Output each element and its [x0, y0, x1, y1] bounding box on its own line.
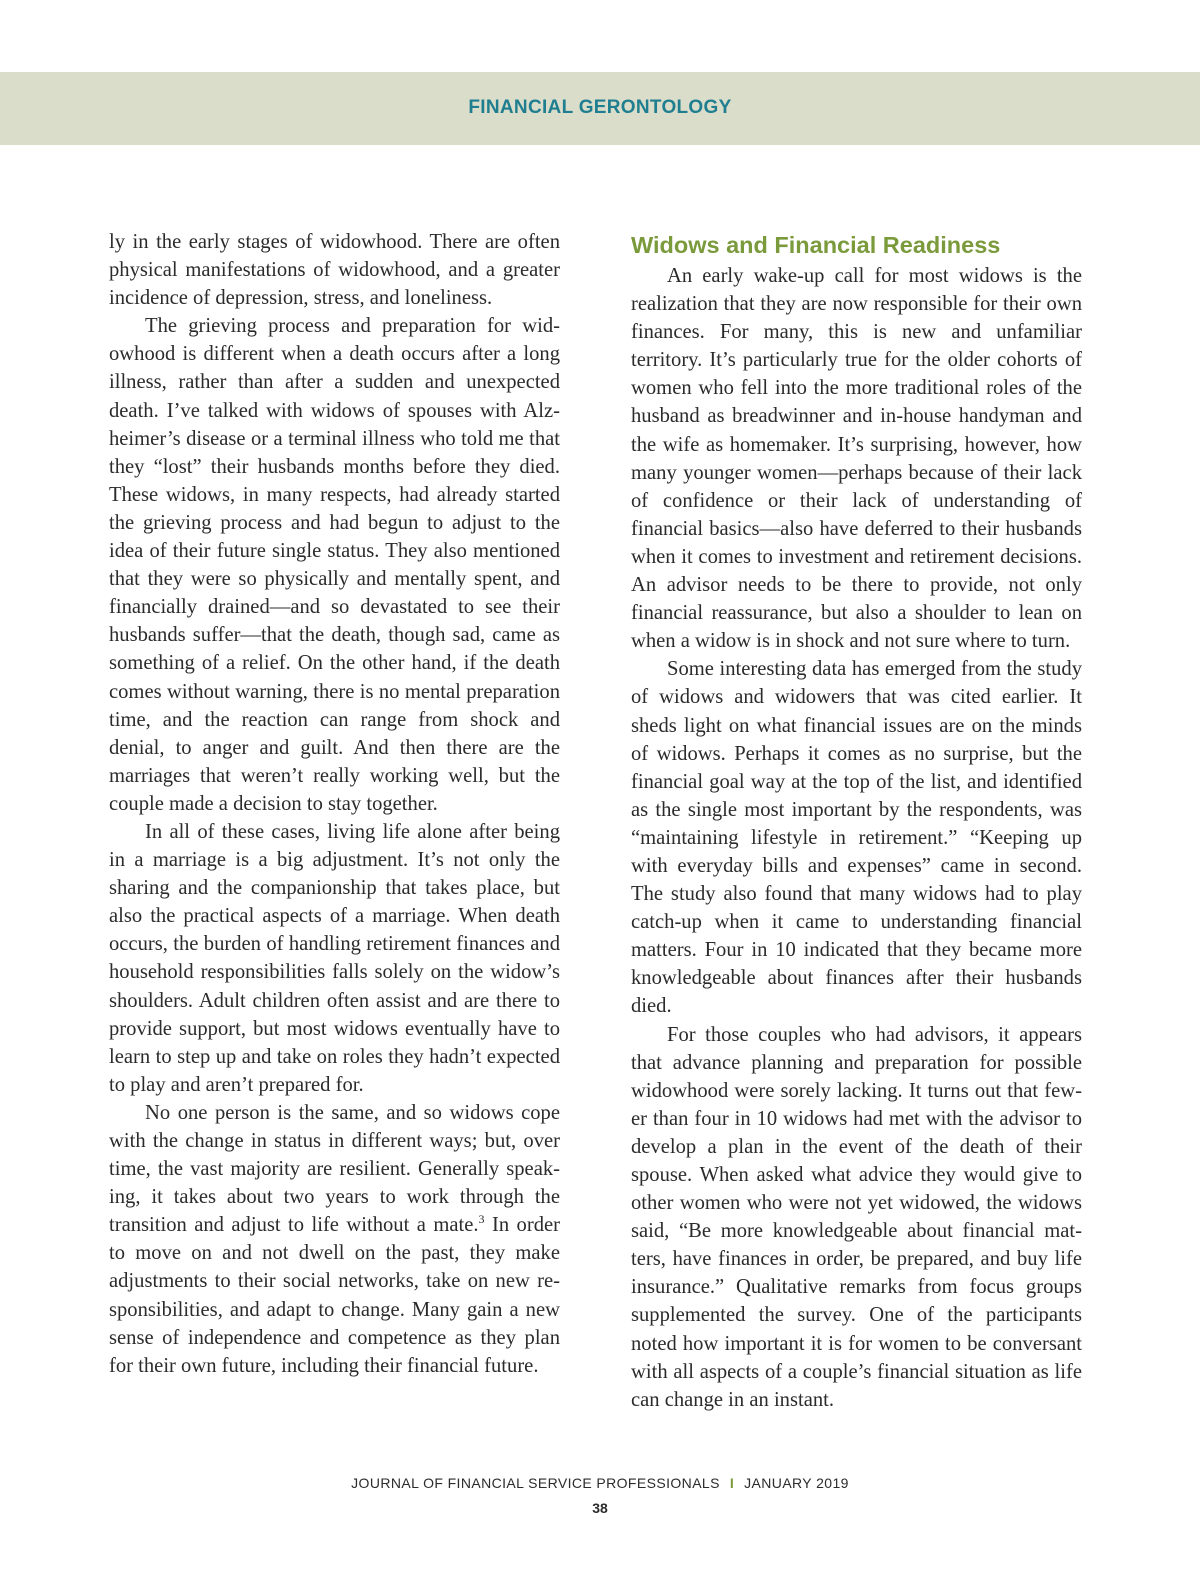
- section-title: FINANCIAL GERONTOLOGY: [468, 97, 732, 118]
- footer-separator: I: [729, 1475, 735, 1491]
- paragraph: ly in the early stages of widowhood. There are often physical manifestations of widowhood, and a greater incidence of depression, stress, and loneliness.: [109, 231, 560, 310]
- paragraph: In all of these cases, living life alone after being in a marriage is a big adjustment. It’s not only the sharing and the companionship that takes place, but also the practical aspects of a marriage. When death occurs, the burden of handling retirement finances and household responsibilities falls solely on the widow’s shoulders. Adult children often assist and are there to provide support, but most widows eventually have to learn to step up and take on roles they hadn’t expected to play and aren’t prepared for.: [109, 820, 560, 1096]
- right-column: [631, 228, 1082, 1414]
- paragraph: For those couples who had advisors, it appears that advance planning and preparation for possible widowhood were sorely lacking. It turns out that fewer than four in 10 widows had met with the advisor to develop a plan in the event of the death of their spouse. When asked what advice they would give to other women who were not yet widowed, the widows said, “Be more knowledgeable about financial matters, have finances in order, be prepared, and buy life insurance.” Qualitative remarks from focus groups supplemented the survey. One of the participants noted how important it is for women to be conversant with all aspects of a couple’s financial situation as life can change in an instant.: [631, 1023, 1082, 1411]
- section-heading: Widows and Financial Readiness: [631, 232, 1001, 258]
- paragraph: [109, 1099, 560, 1380]
- page-number: 38: [592, 1500, 608, 1516]
- paragraph-text: No one person is the same, and so widows cope with the change in status in different ways; but, over time, the vast majority are resilient. Generally speaking, it takes about two years to work through the transition and adjust to life without a mate.: [109, 1101, 560, 1237]
- paragraph: Some interesting data has emerged from the study of widows and widowers that was cited earlier. It sheds light on what financial issues are on the minds of widows. Perhaps it comes as no surprise, but the financial goal way at the top of the list, and identified as the single most important by the respondents, was “maintaining lifestyle in retirement.” “Keeping up with everyday bills and expenses” came in second. The study also found that many widows had to play catch-up when it came to understanding financial matters. Four in 10 indicated that they became more knowledgeable about finances after their husbands died.: [631, 658, 1082, 1018]
- paragraph: The grieving process and preparation for widowhood is different when a death occurs after a long illness, rather than after a sudden and unexpected death. I’ve talked with widows of spouses with Alzheimer’s disease or a terminal illness who told me that they “lost” their husbands months before they died. These widows, in many respects, had already started the grieving process and had begun to adjust to the idea of their future single status. They also mentioned that they were so physically and mentally spent, and financially drained—and so devastated to see their husbands suffer—that the death, though sad, came as something of a relief. On the other hand, if the death comes without warning, there is no mental preparation time, and the reaction can range from shock and denial, to anger and guilt. And then there are the marriages that weren’t really working well, but the couple made a decision to stay together.: [109, 315, 560, 815]
- issue-date: JANUARY 2019: [744, 1475, 849, 1491]
- paragraph: An early wake-up call for most widows is the realization that they are now responsible for their own finances. For many, this is new and unfamiliar territory. It’s particularly true for the older cohorts of women who fell into the more traditional roles of the husband as breadwinner and in-house handyman and the wife as homemaker. It’s surprising, however, how many younger women—perhaps because of their lack of confidence or their lack of understanding of financial basics—also have deferred to their husbands when it comes to investment and retirement decisions. An advisor needs to be there to provide, not only financial reassurance, but also a shoulder to lean on when a widow is in shock and not sure where to turn.: [631, 265, 1082, 653]
- journal-name: JOURNAL OF FINANCIAL SERVICE PROFESSIONALS: [351, 1475, 720, 1491]
- paragraph-text: In order to move on and not dwell on the past, they make adjustments to their social networks, take on new responsibilities, and adapt to change. Many gain a new sense of independence and competence as they plan for their own future, including their financial future.: [109, 1214, 561, 1377]
- footer: [0, 1475, 1200, 1491]
- footnote-reference: 3: [478, 1212, 485, 1227]
- left-column: [109, 228, 560, 1380]
